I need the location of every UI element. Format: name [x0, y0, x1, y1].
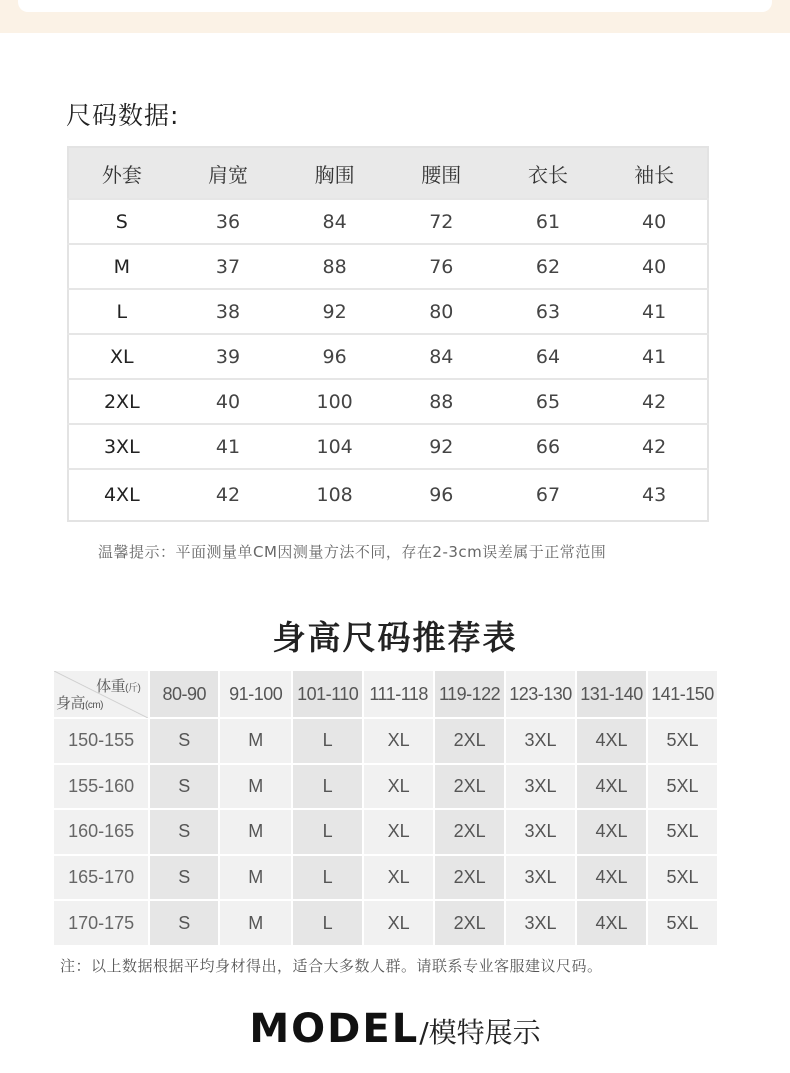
size-table-row	[68, 244, 708, 289]
recommended-size-cell: 5XL	[647, 855, 718, 901]
size-value-cell: 41	[601, 289, 708, 334]
size-table-header-row	[68, 147, 708, 199]
model-heading-cn: 模特展示	[428, 1016, 541, 1049]
recommended-size-cell: S	[149, 764, 219, 810]
recommend-table-row	[54, 809, 718, 855]
height-range-cell: 160-165	[54, 809, 149, 855]
weight-range-header: 91-100	[219, 671, 292, 718]
size-value-cell: 40	[175, 379, 282, 424]
size-label-cell: 4XL	[68, 469, 175, 521]
size-value-cell: 72	[388, 199, 495, 244]
weight-range-header: 80-90	[149, 671, 219, 718]
top-banner-card	[18, 0, 772, 12]
size-table-header: 袖长	[601, 147, 708, 199]
recommended-size-cell: S	[149, 900, 219, 946]
recommended-size-cell: 3XL	[505, 900, 576, 946]
size-value-cell: 104	[281, 424, 388, 469]
size-value-cell: 92	[388, 424, 495, 469]
size-label-cell: S	[68, 199, 175, 244]
weight-range-header: 119-122	[434, 671, 505, 718]
size-value-cell: 108	[281, 469, 388, 521]
recommended-size-cell: M	[219, 764, 292, 810]
size-value-cell: 88	[281, 244, 388, 289]
size-value-cell: 42	[175, 469, 282, 521]
recommended-size-cell: 2XL	[434, 809, 505, 855]
recommend-table-row	[54, 900, 718, 946]
recommended-size-cell: M	[219, 900, 292, 946]
height-range-cell: 150-155	[54, 718, 149, 764]
size-table-row	[68, 379, 708, 424]
recommended-size-cell: XL	[363, 900, 434, 946]
size-label-cell: L	[68, 289, 175, 334]
size-value-cell: 96	[388, 469, 495, 521]
size-value-cell: 41	[601, 334, 708, 379]
size-value-cell: 39	[175, 334, 282, 379]
size-table-body	[68, 199, 708, 521]
recommended-size-cell: M	[219, 718, 292, 764]
size-table-header: 腰围	[388, 147, 495, 199]
recommended-size-cell: L	[292, 718, 363, 764]
size-table-header: 外套	[68, 147, 175, 199]
recommended-size-cell: S	[149, 855, 219, 901]
size-label-cell: M	[68, 244, 175, 289]
size-table-row	[68, 334, 708, 379]
recommended-size-cell: 4XL	[576, 718, 647, 764]
size-value-cell: 63	[495, 289, 602, 334]
recommended-size-cell: 2XL	[434, 855, 505, 901]
height-range-cell: 165-170	[54, 855, 149, 901]
corner-height-label: 身高(cm)	[56, 695, 104, 712]
recommended-size-cell: XL	[363, 809, 434, 855]
size-table-header: 肩宽	[175, 147, 282, 199]
corner-weight-unit: (斤)	[125, 683, 141, 694]
size-value-cell: 36	[175, 199, 282, 244]
size-value-cell: 67	[495, 469, 602, 521]
size-data-table	[67, 146, 709, 522]
recommended-size-cell: L	[292, 900, 363, 946]
recommended-size-cell: 2XL	[434, 718, 505, 764]
recommended-size-cell: S	[149, 718, 219, 764]
model-section-heading	[0, 1006, 790, 1052]
size-value-cell: 80	[388, 289, 495, 334]
height-range-cell: 155-160	[54, 764, 149, 810]
recommended-size-cell: 4XL	[576, 855, 647, 901]
size-table-row	[68, 424, 708, 469]
size-value-cell: 84	[281, 199, 388, 244]
size-value-cell: 62	[495, 244, 602, 289]
size-value-cell: 64	[495, 334, 602, 379]
recommended-size-cell: L	[292, 809, 363, 855]
size-value-cell: 43	[601, 469, 708, 521]
size-value-cell: 42	[601, 424, 708, 469]
size-table-row	[68, 289, 708, 334]
size-value-cell: 40	[601, 244, 708, 289]
model-heading-separator: /	[419, 1016, 429, 1049]
size-data-title: 尺码数据:	[66, 101, 180, 130]
size-value-cell: 66	[495, 424, 602, 469]
recommend-table-header-row	[54, 671, 718, 718]
height-size-recommend-table	[54, 671, 719, 947]
size-value-cell: 76	[388, 244, 495, 289]
recommended-size-cell: L	[292, 855, 363, 901]
recommended-size-cell: 4XL	[576, 764, 647, 810]
recommend-table-corner	[54, 671, 149, 718]
recommend-table-row	[54, 718, 718, 764]
size-value-cell: 41	[175, 424, 282, 469]
recommended-size-cell: 5XL	[647, 764, 718, 810]
weight-range-header: 131-140	[576, 671, 647, 718]
recommended-size-cell: 3XL	[505, 764, 576, 810]
recommended-size-cell: 2XL	[434, 764, 505, 810]
size-value-cell: 84	[388, 334, 495, 379]
size-value-cell: 100	[281, 379, 388, 424]
size-value-cell: 38	[175, 289, 282, 334]
size-value-cell: 88	[388, 379, 495, 424]
recommended-size-cell: 3XL	[505, 855, 576, 901]
recommended-size-cell: 3XL	[505, 718, 576, 764]
size-value-cell: 61	[495, 199, 602, 244]
recommended-size-cell: L	[292, 764, 363, 810]
corner-height-unit: (cm)	[85, 700, 104, 711]
measurement-tip: 温馨提示：平面测量单CM因测量方法不同，存在2-3cm误差属于正常范围	[98, 543, 607, 561]
weight-range-header: 141-150	[647, 671, 718, 718]
size-label-cell: XL	[68, 334, 175, 379]
recommend-table-title: 身高尺码推荐表	[272, 618, 518, 657]
size-value-cell: 65	[495, 379, 602, 424]
model-heading-en: MODEL	[249, 1006, 420, 1052]
recommended-size-cell: M	[219, 809, 292, 855]
size-table-row	[68, 199, 708, 244]
recommended-size-cell: 4XL	[576, 809, 647, 855]
recommend-table-row	[54, 764, 718, 810]
weight-range-header: 101-110	[292, 671, 363, 718]
recommended-size-cell: 2XL	[434, 900, 505, 946]
size-label-cell: 3XL	[68, 424, 175, 469]
size-value-cell: 92	[281, 289, 388, 334]
recommended-size-cell: S	[149, 809, 219, 855]
height-range-cell: 170-175	[54, 900, 149, 946]
recommended-size-cell: M	[219, 855, 292, 901]
recommended-size-cell: 3XL	[505, 809, 576, 855]
recommended-size-cell: XL	[363, 855, 434, 901]
corner-weight-label: 体重(斤)	[96, 678, 141, 695]
recommended-size-cell: 5XL	[647, 809, 718, 855]
weight-range-header: 111-118	[363, 671, 434, 718]
size-value-cell: 40	[601, 199, 708, 244]
size-value-cell: 96	[281, 334, 388, 379]
weight-range-header: 123-130	[505, 671, 576, 718]
size-value-cell: 42	[601, 379, 708, 424]
recommend-note: 注：以上数据根据平均身材得出，适合大多数人群。请联系专业客服建议尺码。	[60, 957, 603, 975]
top-banner	[0, 0, 790, 33]
size-table-header: 胸围	[281, 147, 388, 199]
size-table-header: 衣长	[495, 147, 602, 199]
recommend-table-row	[54, 855, 718, 901]
recommended-size-cell: 4XL	[576, 900, 647, 946]
recommended-size-cell: 5XL	[647, 718, 718, 764]
size-value-cell: 37	[175, 244, 282, 289]
size-label-cell: 2XL	[68, 379, 175, 424]
recommended-size-cell: XL	[363, 764, 434, 810]
recommend-table-body	[54, 718, 718, 946]
size-table-row	[68, 469, 708, 521]
recommended-size-cell: 5XL	[647, 900, 718, 946]
recommended-size-cell: XL	[363, 718, 434, 764]
